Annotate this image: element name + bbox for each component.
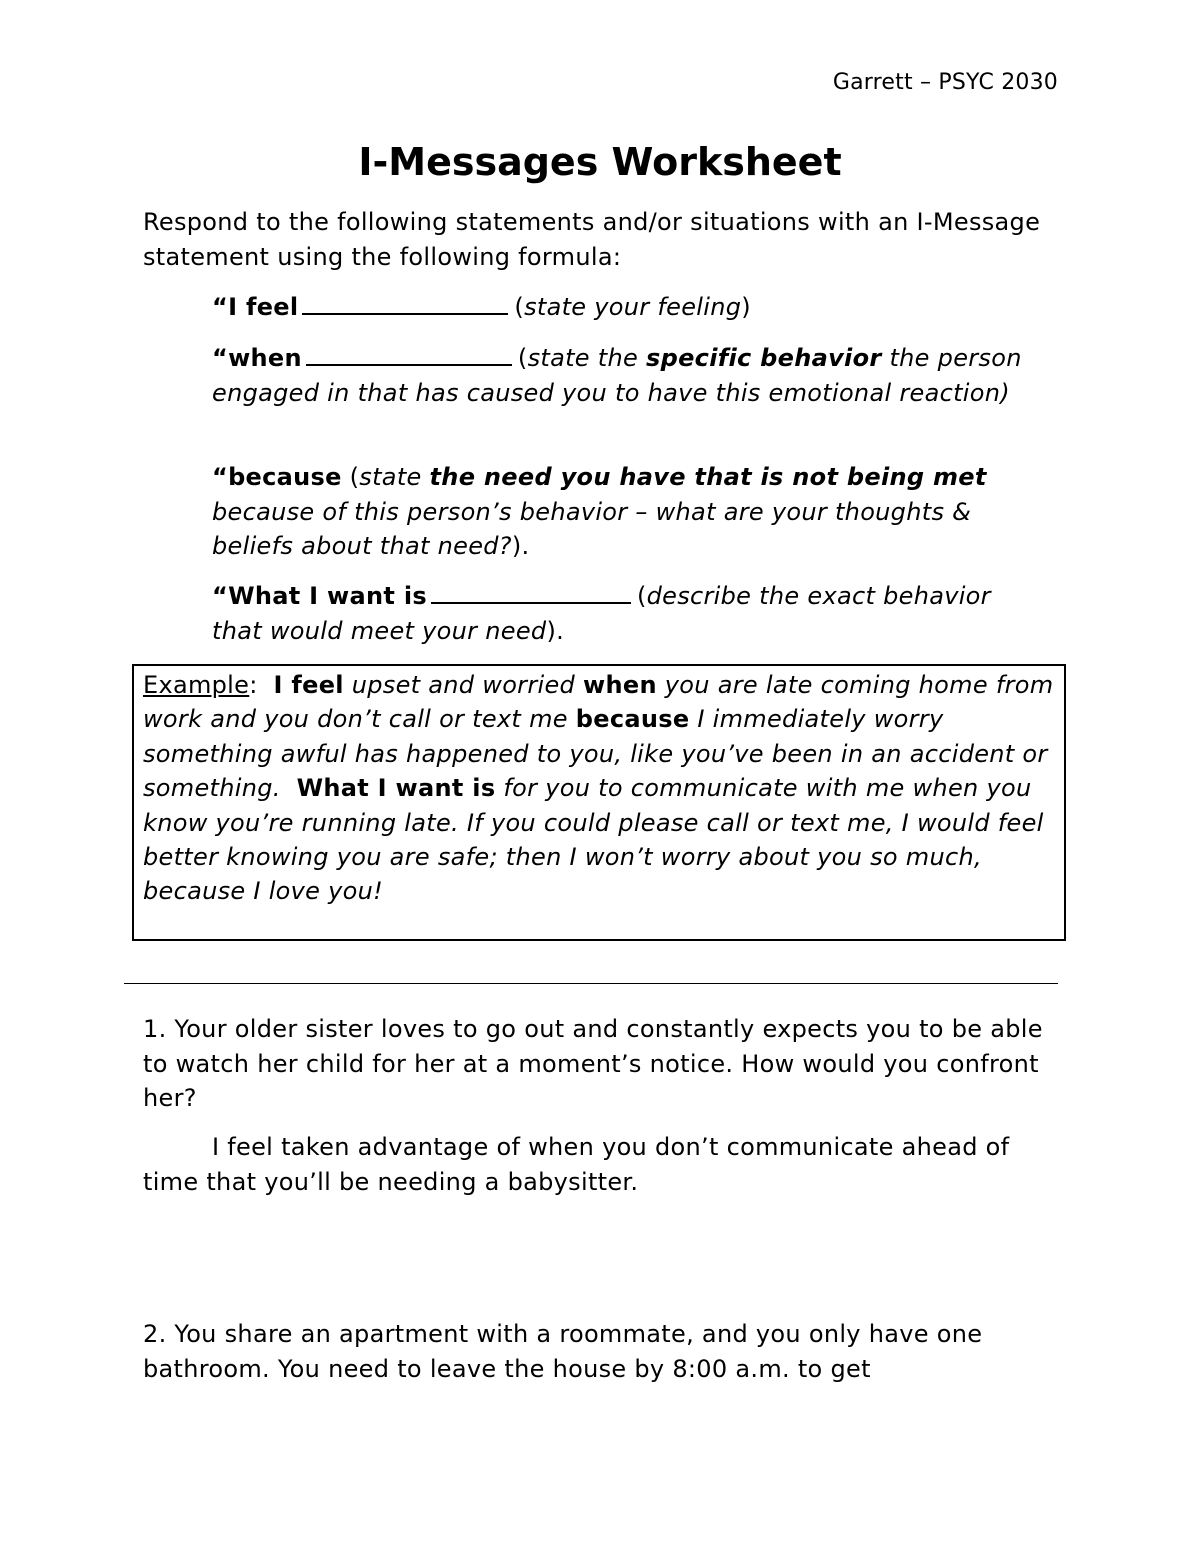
when-blank — [306, 342, 512, 366]
formula-want-label: “What I want is — [212, 582, 427, 610]
formula-when-desc-pre: state the — [527, 344, 639, 372]
formula-because: “because (state the need you have that is not being met because of this person’s behavior – what are your thoughts & beliefs about that need?). — [212, 463, 987, 560]
formula-want: “What I want is (describe the exact behavior that would meet your need). — [212, 582, 991, 645]
example-when-text: you are late coming home from work and you don’t call or text me — [143, 671, 1054, 734]
question-2: 2. You share an apartment with a roommate, and you only have one bathroom. You need to leave the house by 8:00 a.m. to get — [143, 1320, 983, 1383]
example-when-keyword: when — [583, 671, 657, 699]
formula-when-desc-bold: specific behavior — [646, 344, 882, 372]
formula-when-label: “when — [212, 344, 302, 372]
example-because-keyword: because — [575, 705, 690, 734]
example-label: Example — [143, 671, 250, 699]
formula-because-desc-pre: state — [359, 463, 422, 491]
want-blank — [431, 580, 631, 604]
formula-because-label: “because — [212, 463, 342, 491]
author-course-header: Garrett – PSYC 2030 — [832, 70, 1058, 95]
example-feel-text: upset and worried — [351, 671, 576, 699]
formula-when-desc-post: the person engaged in that has caused you to have this emotional reaction) — [212, 344, 1022, 407]
answer-1[interactable]: I feel taken advantage of when you don’t communicate ahead of time that you’ll be needing a babysitter. — [143, 1133, 1010, 1196]
formula-because-desc-post: because of this person’s behavior – what are your thoughts & beliefs about that need? — [212, 497, 972, 560]
formula-because-desc-bold: the need you have that is not being met — [429, 463, 987, 491]
formula-when: “when (state the specific behavior the person engaged in that has caused you to have this emotional reaction) — [212, 344, 1022, 407]
example-feel-keyword: I feel — [273, 671, 344, 699]
formula-feel: “I feel (state your feeling) — [212, 293, 751, 321]
example-want-keyword: What I want is — [296, 774, 496, 803]
example-want-text: for you to communicate with me when you know you’re running late. If you could please call or text me, I would feel better knowing you are safe; then I won’t worry about you so much, because I love you! — [143, 774, 1044, 906]
formula-want-desc: describe the exact behavior that would meet your need — [212, 582, 991, 645]
question-1: 1. Your older sister loves to go out and constantly expects you to be able to watch her child for her at a moment’s notice. How would you confront her? — [143, 1015, 1043, 1112]
instructions: Respond to the following statements and/or situations with an I-Message statement using the following formula: — [143, 208, 1041, 271]
formula-feel-desc: state your feeling — [524, 293, 742, 321]
example-because-text: I immediately worry something awful has happened to you, like you’ve been in an accident or something. — [143, 705, 1048, 803]
section-divider — [124, 983, 1058, 984]
formula-feel-label: “I feel — [212, 293, 299, 321]
page-title: I-Messages Worksheet — [358, 140, 842, 184]
feel-blank — [302, 291, 508, 315]
example-box: Example: I feel upset and worried when you are late coming home from work and you don’t call or text me because I immediately worry something awful has happened to you, like you’ve been in an accident or something. What I want is for you to communicate with me when you know you’re running late. If you could please call or text me, I would feel better knowing you are safe; then I won’t worry about you so much, because I love you! — [132, 664, 1066, 941]
